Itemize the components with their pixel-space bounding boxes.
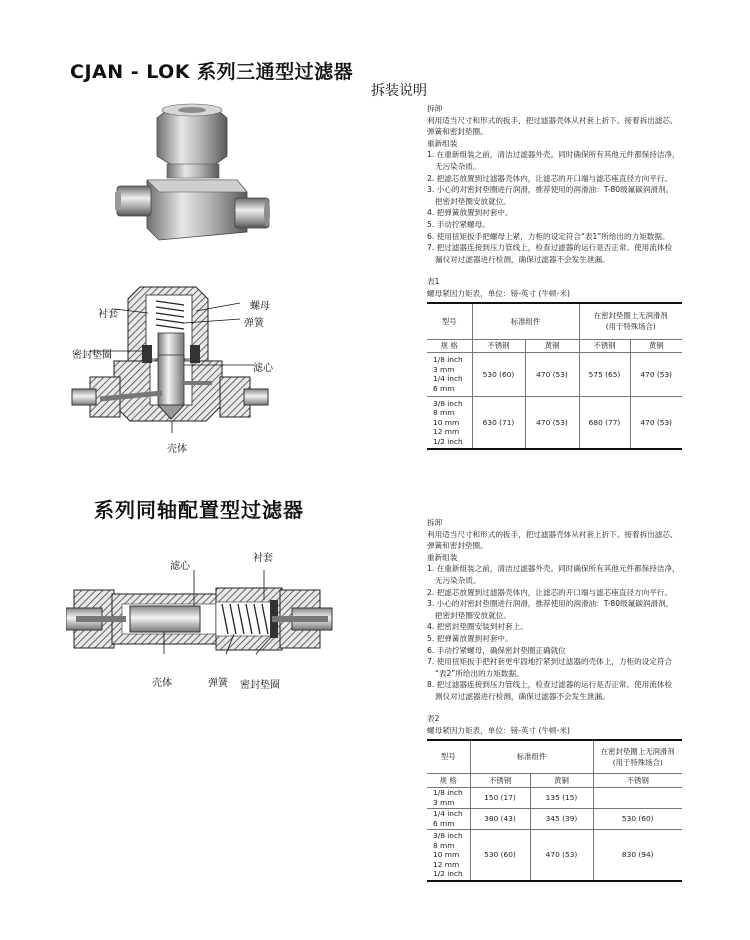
label-body-1: 壳体 [167, 444, 187, 455]
label-gasket-1: 密封垫圈 [72, 350, 112, 361]
instruction-line: 拆卸 [427, 518, 443, 527]
section1-instructions [427, 103, 680, 265]
table2-header-standard: 标准组件 [470, 740, 593, 773]
section2-title: 系列同轴配置型过滤器 [94, 498, 304, 522]
instruction-line: 8. 把过滤器连接到压力管线上，检查过滤器的运行是否正常。使用流体检 [427, 680, 673, 690]
table1-header-standard: 标准组件 [472, 303, 579, 339]
table2-header-brass: 黄铜 [530, 773, 593, 787]
inline-filter-cutaway-diagram [66, 570, 336, 670]
instruction-line: 7. 把过滤器连接到压力管线上，检查过滤器的运行是否正常。使用流体检 [427, 243, 673, 253]
label-nut-1: 螺母 [250, 301, 270, 312]
table2-header-special: 在密封垫圈上无润滑剂 (用于特殊场合) [593, 740, 682, 773]
instruction-line: 7. 使用扭矩扳手把衬套更牢固地拧紧到过滤器的壳体上，力柜的设定符合 [427, 657, 673, 667]
instruction-line: 5. 把弹簧放置到衬套中。 [427, 633, 513, 643]
label-filter-element-1: 滤心 [253, 363, 273, 374]
table2-header-size: 规 格 [427, 773, 470, 787]
table-row: 1/4 inch 6 mm 380 (43) 345 (39) 530 (60) [427, 808, 682, 829]
instruction-line: 2. 把滤芯放置到过滤器壳体内，让滤芯的开口端与滤芯座直径方向平行。 [427, 173, 673, 183]
section1-instructions-heading: 拆装说明 [371, 83, 427, 99]
instruction-line: 弹簧和密封垫圈。 [427, 541, 488, 551]
table1-header-brass: 黄铜 [525, 339, 579, 352]
section1-title: CJAN - LOK 系列三通型过滤器 [70, 61, 354, 83]
instruction-line: 拆卸 [427, 104, 443, 113]
instruction-line: 3. 小心的对密封垫圈进行润滑，推荐使用的润滑油：T-80级氟碳润滑剂。 [427, 599, 674, 609]
table-row: 1/8 inch 3 mm 150 (17) 135 (15) [427, 787, 682, 808]
table-row: 3/8 inch 8 mm 10 mm 12 mm 1/2 inch 530 (60) 470 (53) 830 (94) [427, 829, 682, 881]
instruction-line: 把密封垫圈安放就位。 [435, 610, 511, 620]
torque-table-2 [427, 739, 682, 882]
instruction-line: 重新组装 [427, 138, 458, 148]
table1-header-special: 在密封垫圈上无润滑剂 (用于特殊场合) [579, 303, 682, 339]
instruction-line: 把密封垫圈安放就位。 [435, 196, 511, 206]
instruction-line: 重新组装 [427, 552, 458, 562]
instruction-line: 6. 手动拧紧螺母，确保密封垫圈正确就位 [427, 645, 566, 655]
instruction-line: 利用适当尺寸和形式的扳手，把过滤器壳体从衬套上折下。接着拆出滤芯、 [427, 115, 678, 125]
tee-filter-photo [115, 100, 270, 250]
table2-subtitle: 螺母紧因力矩表，单位：镑-英寸 (牛顿-米) [427, 726, 570, 735]
instruction-line: 1. 在重新组装之前，清洁过滤器外壳。同时确保所有其他元件都保持洁净， [427, 564, 680, 574]
table2-header-ss: 不锈钢 [470, 773, 530, 787]
table2-header-ss-special: 不锈钢 [593, 773, 682, 787]
instruction-line: 无污染杂质。 [435, 161, 481, 171]
table-row: 1/8 inch 3 mm 1/4 inch 6 mm 530 (60) 470 (53) 575 (65) 470 (53) [427, 352, 682, 396]
instruction-line: 5. 手动拧紧螺母。 [427, 219, 490, 229]
label-filter-element-2: 滤心 [170, 561, 190, 572]
instruction-line: 2. 把滤芯放置到过滤器壳体内，让滤芯的开口端与滤芯座直径方向平行。 [427, 587, 673, 597]
label-body-2: 壳体 [152, 678, 172, 689]
label-bushing-1: 衬套 [98, 309, 118, 320]
table2-caption: 表2 [427, 714, 440, 723]
instruction-line: 漏仪对过滤器进行检测，确保过滤器不会发生泄漏。 [435, 254, 610, 264]
label-spring-1: 弹簧 [244, 318, 264, 329]
instruction-line: 无污染杂质。 [435, 575, 481, 585]
label-gasket-2: 密封垫圈 [240, 680, 280, 691]
table1-header-model: 型号 [427, 303, 472, 339]
instruction-line: “表2”所给出的力矩数据。 [435, 668, 524, 678]
instruction-line: 4. 把弹簧放置到衬套中。 [427, 208, 513, 218]
table-row: 3/8 inch 8 mm 10 mm 12 mm 1/2 inch 630 (71) 470 (53) 680 (77) 470 (53) [427, 396, 682, 449]
label-bushing-2: 衬套 [253, 553, 273, 564]
table1-header-ss: 不锈钢 [472, 339, 525, 352]
torque-table-1 [427, 302, 682, 450]
table1-caption: 表1 [427, 277, 440, 286]
instruction-line: 利用适当尺寸和形式的扳手，把过滤器壳体从衬套上折下。接着拆出滤芯、 [427, 529, 678, 539]
instruction-line: 测仪对过滤器进行检测，确保过滤器不会发生泄漏。 [435, 691, 610, 701]
table2-header-model: 型号 [427, 740, 470, 773]
table1-header-brass-special: 黄铜 [630, 339, 682, 352]
table1-header-size: 规 格 [427, 339, 472, 352]
instruction-line: 弹簧和密封垫圈。 [427, 127, 488, 137]
instruction-line: 1. 在重新组装之前，清洁过滤器外壳。同时确保所有其他元件都保持洁净， [427, 150, 680, 160]
instruction-line: 4. 把密封垫圈安装到衬套上。 [427, 622, 528, 632]
table1-subtitle: 螺母紧因力矩表，单位：镑-英寸 (牛顿-米) [427, 289, 570, 298]
table1-header-ss-special: 不锈钢 [579, 339, 630, 352]
label-spring-2: 弹簧 [208, 678, 228, 689]
instruction-line: 6. 使用扭矩扳手把螺母上紧，力柜的设定符合“表1”所给出的力矩数据。 [427, 231, 670, 241]
instruction-line: 3. 小心的对密封垫圈进行润滑，推荐使用的润滑油：T-80级氟碳润滑剂。 [427, 185, 674, 195]
section2-instructions [427, 517, 680, 703]
